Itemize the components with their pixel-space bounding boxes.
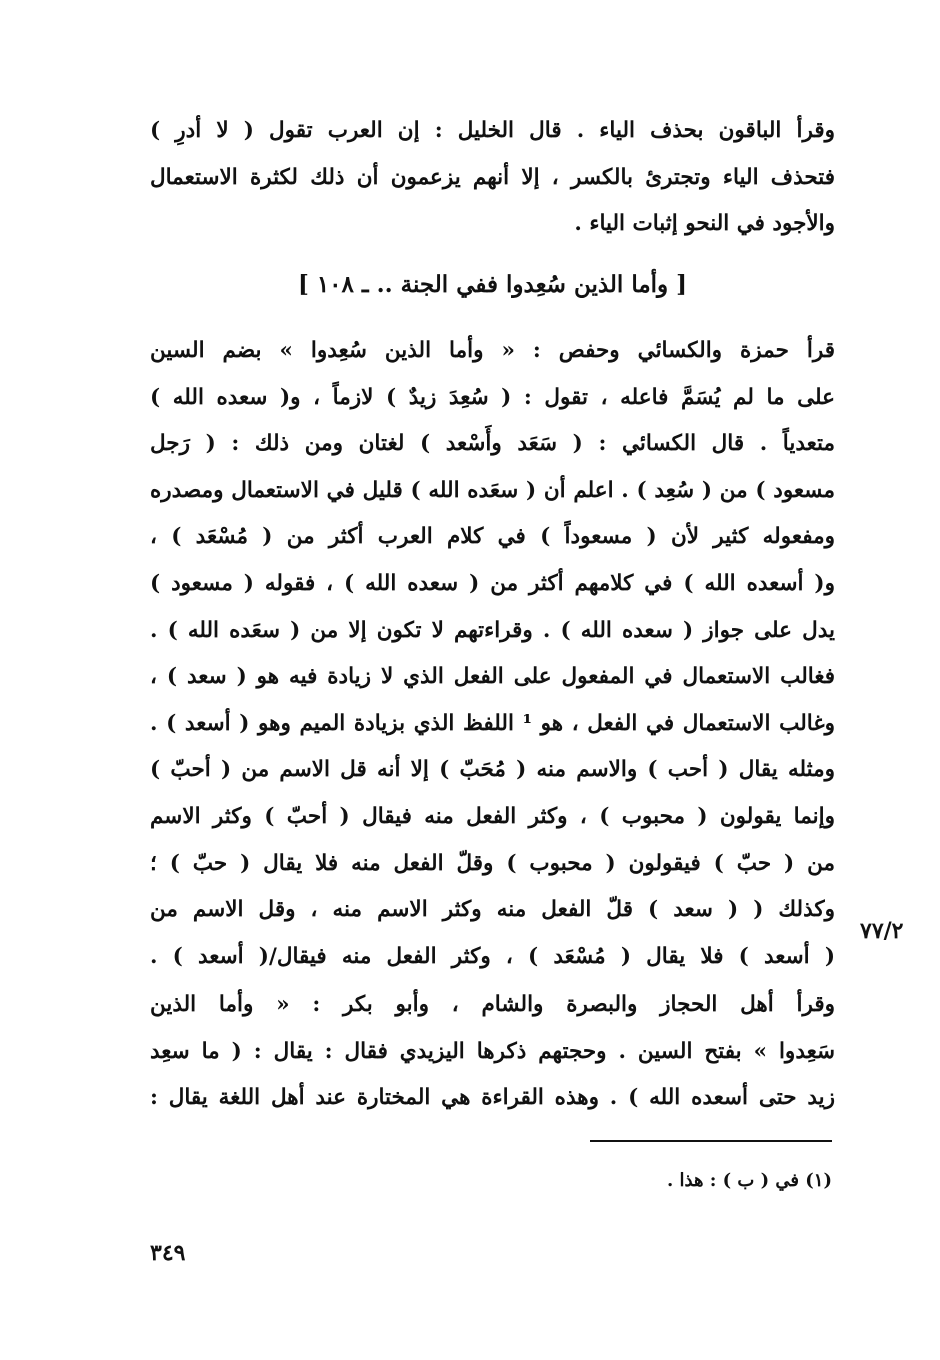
text-line: من ( حبّ ) فيقولون ( محبوب ) وقلّ الفعل منه فلا يقال ( حبّ ) ؛: [150, 850, 835, 876]
margin-reference: ٧٧/٢: [860, 918, 904, 944]
text-line: وكذلك ( ( سعد ) قلّ الفعل منه وكثر الاسم منه ، وقل الاسم من: [150, 897, 835, 923]
text-line: ومثله يقال ( أحب ) والاسم منه ( مُحَبّ ) إلا أنه قل الاسم من ( أحبّ ): [150, 757, 835, 783]
text-line: فغالب الاستعمال في المفعول على الفعل الذي لا زيادة فيه هو ( سعد ) ،: [150, 664, 835, 690]
text-line: قرأ حمزة والكسائي وحفص : « وأما الذين سُعِدوا » بضم السين: [150, 338, 835, 363]
text-line: سَعِدوا » بفتح السين . وحجتهم ذكرها اليزيدي فقال : يقال : ( ما سعِد: [150, 1038, 835, 1064]
text-line: فتحذف الياء وتجترئ بالكسر ، إلا أنهم يزعمون أن ذلك لكثرة الاستعمال: [150, 164, 835, 190]
text-line: ( أسعد ) فلا يقال ( مُسْعَد ) ، وكثر الفعل منه فيقال/( أسعد ) .: [150, 943, 835, 969]
text-line: والأجود في النحو إثبات الياء .: [574, 211, 835, 237]
text-line: زيد حتى أسعده الله ) . وهذه القراءة هي المختارة عند أهل اللغة يقال :: [150, 1085, 835, 1111]
text-line: يدل على جواز ( سعده الله ) . وقراءتهم لا تكون إلا من ( سعَده الله ) .: [150, 617, 835, 643]
section-heading: [ وأما الذين سُعِدوا ففي الجنة .. ـ ١٠٨ ]: [297, 271, 688, 298]
text-line: ومفعوله كثير لأن ( مسعوداً ) في كلام العرب أكثر من ( مُسْعَد ) ،: [150, 524, 835, 550]
footnote: (١) في ( ب ) : هذا .: [666, 1170, 832, 1191]
text-line: وقرأ أهل الحجاز والبصرة والشام ، وأبو بكر : « وأما الذين: [150, 992, 835, 1017]
text-line: وإنما يقولون ( محبوب ) ، وكثر الفعل منه فيقال ( أحبّ ) وكثر الاسم: [150, 803, 835, 829]
text-line: على ما لم يُسَمَّ فاعله ، تقول : ( سُعِدَ زيدٌ ) لازماً ، و( سعده الله ): [150, 384, 835, 410]
text-line: وقرأ الباقون بحذف الياء . قال الخليل : إن العرب تقول ( لا أدرِ ): [150, 118, 835, 143]
text-line: وغالب الاستعمال في الفعل ، هو ¹ اللفظ الذي بزيادة الميم وهو ( أسعد ) .: [150, 710, 835, 736]
text-line: و( أسعده الله ) في كلامهم أكثر من ( سعده الله ) ، فقوله ( مسعود ): [150, 570, 835, 596]
footnote-divider: [590, 1140, 832, 1142]
paragraph-1: [150, 108, 835, 248]
paragraph-2: [150, 328, 835, 980]
text-line: متعدياً . قال الكسائي : ( سَعَد وأَسْعد ) لغتان ومن ذلك : ( رَجل: [150, 431, 835, 457]
text-line: مسعود ) من ( سُعِد ) . اعلم أن ( سعَده الله ) قليل في الاستعمال ومصدره: [150, 477, 835, 503]
paragraph-3: [150, 982, 835, 1122]
page-number: ٣٤٩: [150, 1240, 186, 1266]
